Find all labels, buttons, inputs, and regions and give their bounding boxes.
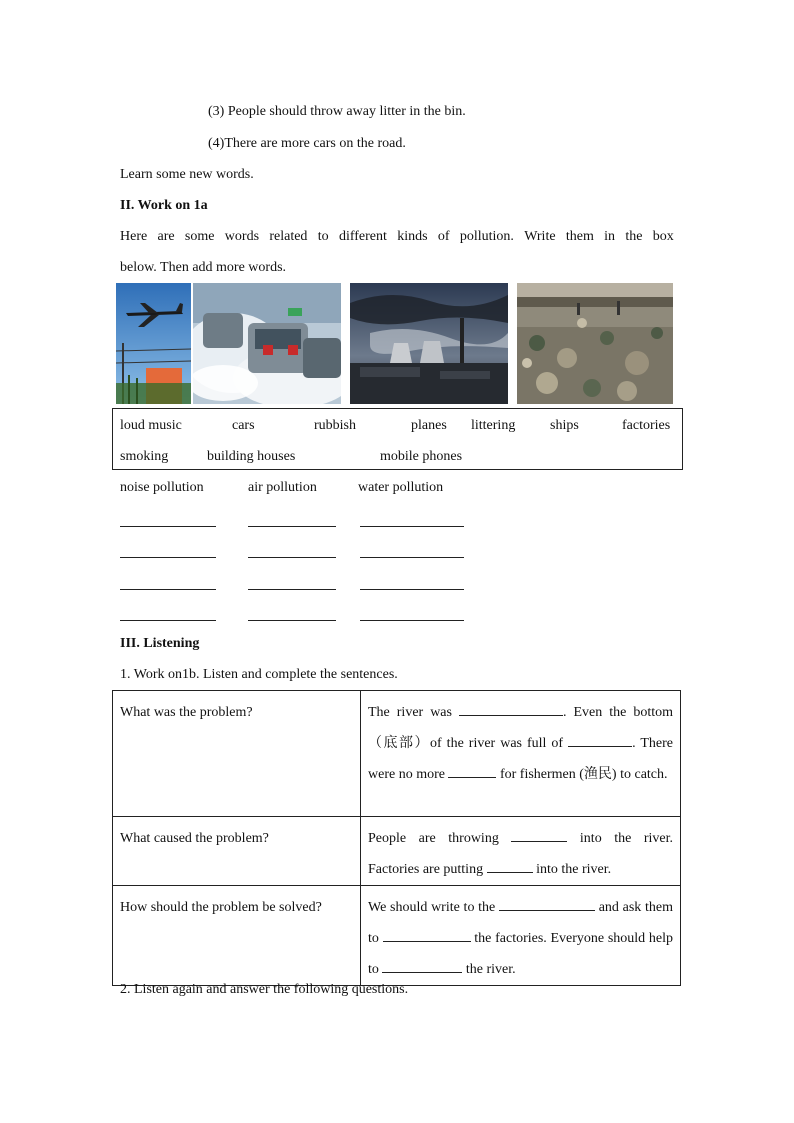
sentence-item-4: (4)There are more cars on the road. <box>208 136 406 151</box>
table-row <box>113 886 681 986</box>
word-littering: littering <box>471 418 516 433</box>
word-smoking: smoking <box>120 449 169 464</box>
blank-write-to[interactable] <box>499 896 595 911</box>
blank-people-throwing[interactable] <box>511 827 567 842</box>
noise-answer-line[interactable] <box>120 526 216 527</box>
noise-answer-line[interactable] <box>120 557 216 558</box>
air-answer-line[interactable] <box>248 589 336 590</box>
learn-words-text: Learn some new words. <box>120 167 254 182</box>
airplane-photo <box>116 283 191 404</box>
word-loud-music: loud music <box>120 418 182 433</box>
answer-cell: People are throwing into the river. Factories are putting into the river. <box>361 817 681 886</box>
word-factories: factories <box>622 418 671 433</box>
word-ships: ships <box>550 418 579 433</box>
word-cars: cars <box>232 418 255 433</box>
traffic-photo <box>193 283 341 404</box>
noise-answer-line[interactable] <box>120 589 216 590</box>
section-2-instruction-line-1: Here are some words related to different kinds of pollution. Write them in the box <box>120 229 674 244</box>
answer-cell: The river was . Even the bottom（底部）of the river was full of . There were no more for fishermen (渔民) to catch. <box>361 691 681 817</box>
question-cell: How should the problem be solved? <box>113 886 361 986</box>
blank-ask-them-to[interactable] <box>383 927 471 942</box>
polluted-river-photo <box>517 283 673 404</box>
listening-table <box>112 690 681 986</box>
section-2-instruction-line-2: below. Then add more words. <box>120 260 287 275</box>
category-water-pollution: water pollution <box>358 480 444 495</box>
question-cell: What was the problem? <box>113 691 361 817</box>
blank-river-bottom[interactable] <box>568 732 632 747</box>
blank-no-more[interactable] <box>448 763 496 778</box>
category-air-pollution: air pollution <box>248 480 317 495</box>
answer-cell: We should write to the and ask them to the factories. Everyone should help to the river. <box>361 886 681 986</box>
sentence-item-3: (3) People should throw away litter in the bin. <box>208 104 466 119</box>
blank-help-to[interactable] <box>382 958 462 973</box>
word-mobile-phones: mobile phones <box>380 449 463 464</box>
table-row <box>113 817 681 886</box>
water-answer-line[interactable] <box>360 526 464 527</box>
water-answer-line[interactable] <box>360 557 464 558</box>
air-answer-line[interactable] <box>248 557 336 558</box>
air-answer-line[interactable] <box>248 620 336 621</box>
word-building-houses: building houses <box>207 449 296 464</box>
section-3-heading: III. Listening <box>120 636 200 651</box>
section-2-heading: II. Work on 1a <box>120 198 208 213</box>
blank-factories-putting[interactable] <box>487 858 533 873</box>
water-answer-line[interactable] <box>360 589 464 590</box>
table-row <box>113 691 681 817</box>
water-answer-line[interactable] <box>360 620 464 621</box>
blank-river-state[interactable] <box>459 701 563 716</box>
noise-answer-line[interactable] <box>120 620 216 621</box>
word-rubbish: rubbish <box>314 418 356 433</box>
air-answer-line[interactable] <box>248 526 336 527</box>
word-planes: planes <box>411 418 447 433</box>
category-noise-pollution: noise pollution <box>120 480 204 495</box>
listening-task-1: 1. Work on1b. Listen and complete the sentences. <box>120 667 398 682</box>
listening-task-2: 2. Listen again and answer the following questions. <box>120 982 409 997</box>
word-box <box>112 408 683 470</box>
factory-smoke-photo <box>350 283 508 404</box>
question-cell: What caused the problem? <box>113 817 361 886</box>
